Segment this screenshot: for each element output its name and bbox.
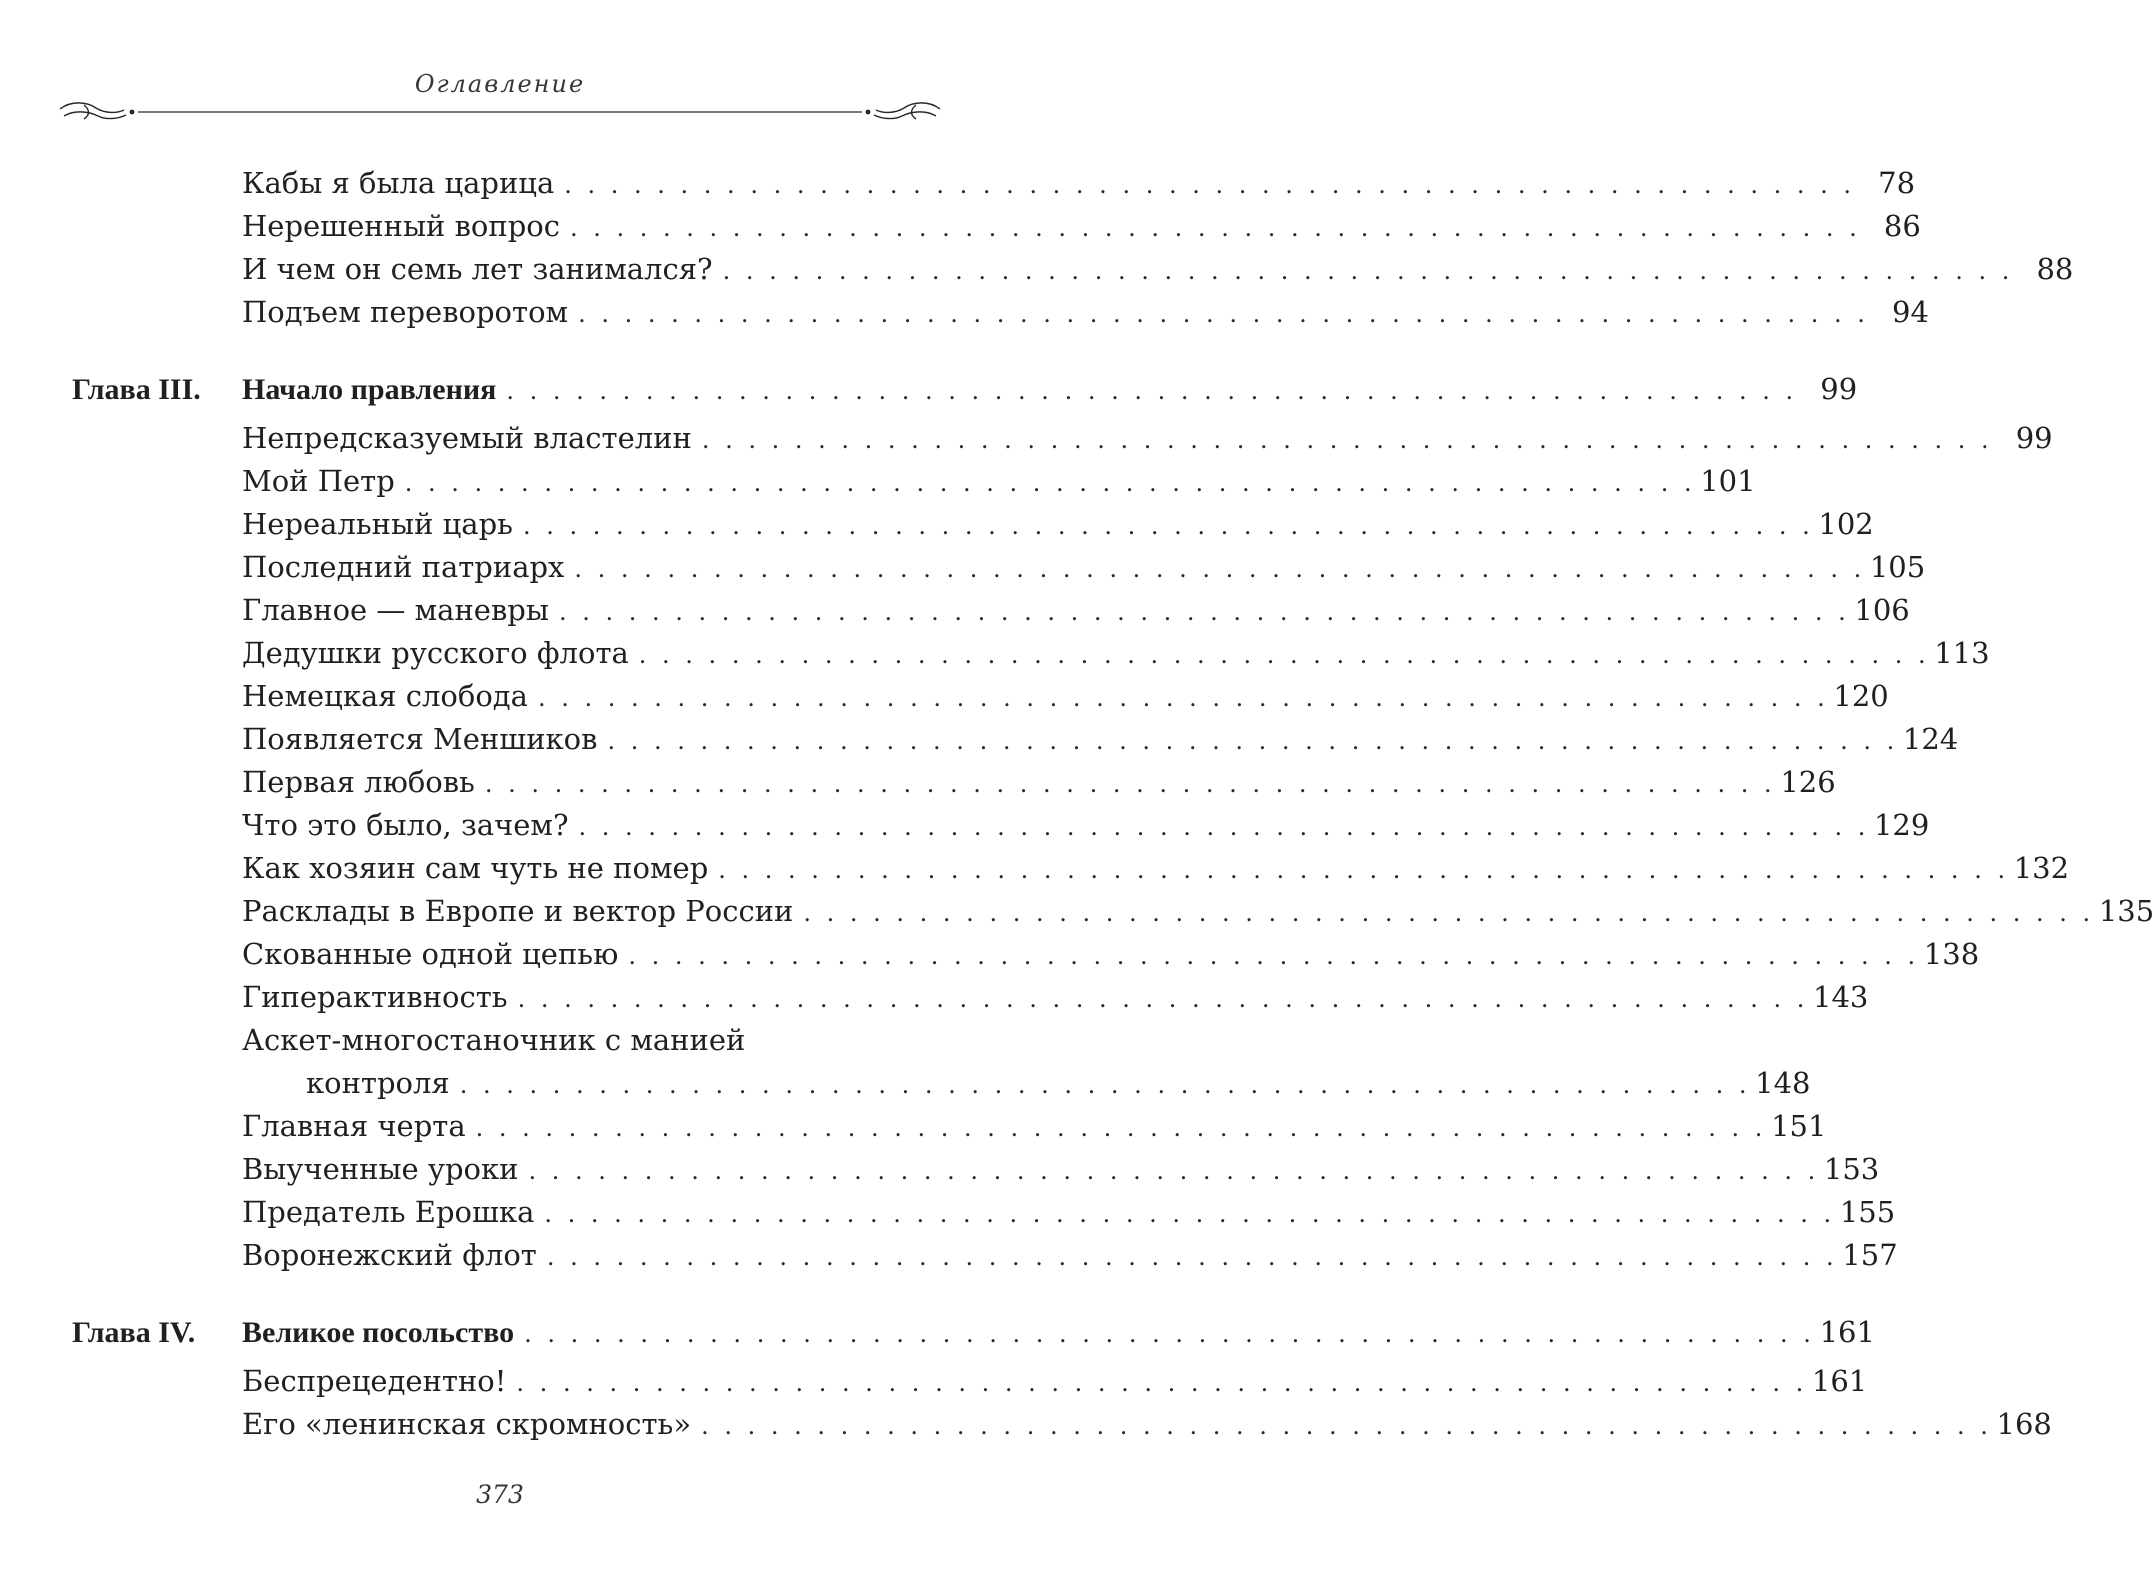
entry-title: Дедушки русского флота [242,636,629,670]
dot-leader: . . . . . . . . . . . . . . . . . . . . . . . . . . . . . . . . . . . . . . . . . . . . . . . . . . . . . . . . [459,1071,1751,1099]
entry-page-number: 86 [1883,209,1921,243]
entry-title: Немецкая слобода [242,679,528,713]
chapter-heading [0,1311,1875,1354]
entry-title: Воронежский флот [242,1238,537,1272]
entry-page-number: 148 [1755,1066,1811,1100]
entry-page-number: 157 [1842,1238,1898,1272]
toc-entry [0,976,1869,1019]
entry-page-number: 113 [1934,636,1990,670]
entry-title: Главное — маневры [242,593,549,627]
toc-entry [0,632,1990,675]
chapter-label: Глава III. [72,373,201,406]
toc-entry [0,1234,1898,1277]
dot-leader: . . . . . . . . . . . . . . . . . . . . . . . . . . . . . . . . . . . . . . . . . . . . . . . . . . . . . . . . [569,214,1861,242]
chapter-title: Великое посольство [242,1316,515,1349]
entry-title: И чем он семь лет занимался? [242,252,713,286]
entry-page-number: 101 [1700,464,1756,498]
dot-leader: . . . . . . . . . . . . . . . . . . . . . . . . . . . . . . . . . . . . . . . . . . . . . . . . . . . . . . . . [578,300,1869,328]
toc-entry [0,546,1926,589]
toc-entry [0,761,1836,804]
dot-leader: . . . . . . . . . . . . . . . . . . . . . . . . . . . . . . . . . . . . . . . . . . . . . . . . . . . . . . . . [558,598,1850,626]
toc-entry [0,1105,1827,1148]
entry-title: Его «ленинская скромность» [242,1407,692,1441]
toc-entry [0,847,2070,890]
toc-entry-first-line [0,1019,1000,1062]
dot-leader: . . . . . . . . . . . . . . . . . . . . . . . . . . . . . . . . . . . . . . . . . . . . . . . . . . . . . . . . [564,171,1856,199]
running-head: Оглавление [414,70,586,98]
ornament-rule [58,97,942,127]
dot-leader: . . . . . . . . . . . . . . . . . . . . . . . . . . . . . . . . . . . . . . . . . . . . . . . . . . . . . . . . [803,899,2095,927]
table-of-contents [0,162,2154,1446]
toc-entry [0,718,1959,761]
entry-title: Непредсказуемый властелин [242,421,692,455]
dot-leader: . . . . . . . . . . . . . . . . . . . . . . . . . . . . . . . . . . . . . . . . . . . . . . . . . . . . . . . . [574,555,1866,583]
dot-leader: . . . . . . . . . . . . . . . . . . . . . . . . . . . . . . . . . . . . . . . . . . . . . . . . . . . . . . . . [475,1114,1767,1142]
entry-page-number: 153 [1823,1152,1880,1186]
toc-entry [0,1148,1880,1191]
entry-title: Выученные уроки [242,1152,519,1186]
entry-title: Расклады в Европе и вектор России [242,894,794,928]
toc-entry [0,162,1916,205]
entry-page-number: 124 [1902,722,1959,756]
dot-leader: . . . . . . . . . . . . . . . . . . . . . . . . . . . . . . . . . . . . . . . . . . . . . . . . . . . . . . . . [517,985,1809,1013]
ornament-right-dot [866,110,871,115]
chapter-heading [0,368,1858,411]
chapter-page-number: 161 [1819,1315,1875,1349]
entry-title: Как хозяин сам чуть не помер [242,851,709,885]
chapter-spacer [0,1277,1000,1311]
toc-entry [0,291,1929,334]
entry-page-number: 161 [1811,1364,1868,1398]
entry-title: Что это было, зачем? [242,808,569,842]
toc-entry [0,1360,1868,1403]
toc-entry [0,890,2154,933]
entry-page-number: 105 [1869,550,1926,584]
entry-title: Гиперактивность [242,980,508,1014]
ornament-right-flourish [874,103,940,119]
toc-entry [0,205,1921,248]
entry-page-number: 151 [1771,1109,1827,1143]
toc-entry [0,460,1756,503]
entry-page-number: 135 [2098,894,2154,928]
toc-entry [0,1191,1896,1234]
entry-title: Главная черта [242,1109,466,1143]
entry-page-number: 138 [1923,937,1980,971]
entry-page-number: 126 [1780,765,1836,799]
entry-title: Предатель Ерошка [242,1195,535,1229]
entry-title-continuation: контроля [306,1066,450,1100]
dot-leader: . . . . . . . . . . . . . . . . . . . . . . . . . . . . . . . . . . . . . . . . . . . . . . . . . . . . . . . . [701,426,1993,454]
dot-leader: . . . . . . . . . . . . . . . . . . . . . . . . . . . . . . . . . . . . . . . . . . . . . . . . . . . . . . . . [404,469,1696,497]
entry-title: Скованные одной цепью [242,937,619,971]
dot-leader: . . . . . . . . . . . . . . . . . . . . . . . . . . . . . . . . . . . . . . . . . . . . . . . . . . . . . . . . [524,1320,1815,1348]
entry-page-number: 78 [1878,166,1916,200]
entry-title: Нерешенный вопрос [242,209,560,243]
dot-leader: . . . . . . . . . . . . . . . . . . . . . . . . . . . . . . . . . . . . . . . . . . . . . . . . . . . . . . . . [537,684,1829,712]
entry-page-number: 143 [1813,980,1869,1014]
dot-leader: . . . . . . . . . . . . . . . . . . . . . . . . . . . . . . . . . . . . . . . . . . . . . . . . . . . . . . . . [506,377,1798,405]
dot-leader: . . . . . . . . . . . . . . . . . . . . . . . . . . . . . . . . . . . . . . . . . . . . . . . . . . . . . . . . [522,512,1814,540]
dot-leader: . . . . . . . . . . . . . . . . . . . . . . . . . . . . . . . . . . . . . . . . . . . . . . . . . . . . . . . . [484,770,1776,798]
chapter-spacer [0,334,1000,368]
entry-page-number: 129 [1873,808,1930,842]
toc-entry [0,417,2053,460]
entry-title: Аскет-многостаночник с манией [242,1023,746,1057]
dot-leader: . . . . . . . . . . . . . . . . . . . . . . . . . . . . . . . . . . . . . . . . . . . . . . . . . . . . . . . . [578,813,1870,841]
ornament-left-dot [130,110,135,115]
toc-entry [0,933,1980,976]
dot-leader: . . . . . . . . . . . . . . . . . . . . . . . . . . . . . . . . . . . . . . . . . . . . . . . . . . . . . . . . [718,856,2010,884]
dot-leader: . . . . . . . . . . . . . . . . . . . . . . . . . . . . . . . . . . . . . . . . . . . . . . . . . . . . . . . . [516,1369,1808,1397]
entry-page-number: 94 [1892,295,1929,329]
dot-leader: . . . . . . . . . . . . . . . . . . . . . . . . . . . . . . . . . . . . . . . . . . . . . . . . . . . . . . . . [546,1243,1838,1271]
page-number: 373 [476,1480,524,1509]
entry-page-number: 102 [1818,507,1874,541]
entry-page-number: 99 [2015,421,2053,455]
ornament-left-flourish [60,103,126,119]
entry-title: Появляется Меншиков [242,722,598,756]
entry-title: Подъем переворотом [242,295,569,329]
chapter-label: Глава IV. [72,1316,196,1349]
dot-leader: . . . . . . . . . . . . . . . . . . . . . . . . . . . . . . . . . . . . . . . . . . . . . . . . . . . . . . . . [722,257,2014,285]
dot-leader: . . . . . . . . . . . . . . . . . . . . . . . . . . . . . . . . . . . . . . . . . . . . . . . . . . . . . . . . [528,1157,1820,1185]
entry-page-number: 168 [1996,1407,2052,1441]
entry-title: Нереальный царь [242,507,513,541]
chapter-page-number: 99 [1820,372,1858,406]
entry-title: Кабы я была царица [242,166,555,200]
entry-page-number: 106 [1854,593,1910,627]
entry-page-number: 155 [1839,1195,1896,1229]
toc-entry [0,589,1910,632]
toc-entry [0,1403,2052,1446]
entry-title: Последний патриарх [242,550,565,584]
entry-title: Беспрецедентно! [242,1364,507,1398]
entry-page-number: 88 [2036,252,2074,286]
dot-leader: . . . . . . . . . . . . . . . . . . . . . . . . . . . . . . . . . . . . . . . . . . . . . . . . . . . . . . . . [638,641,1930,669]
dot-leader: . . . . . . . . . . . . . . . . . . . . . . . . . . . . . . . . . . . . . . . . . . . . . . . . . . . . . . . . [628,942,1920,970]
entry-title: Первая любовь [242,765,475,799]
toc-entry [0,675,1889,718]
dot-leader: . . . . . . . . . . . . . . . . . . . . . . . . . . . . . . . . . . . . . . . . . . . . . . . . . . . . . . . . [544,1200,1836,1228]
entry-page-number: 132 [2013,851,2070,885]
toc-entry-continuation [0,1062,1811,1105]
toc-entry [0,503,1874,546]
dot-leader: . . . . . . . . . . . . . . . . . . . . . . . . . . . . . . . . . . . . . . . . . . . . . . . . . . . . . . . . [607,727,1899,755]
chapter-title: Начало правления [242,373,497,406]
dot-leader: . . . . . . . . . . . . . . . . . . . . . . . . . . . . . . . . . . . . . . . . . . . . . . . . . . . . . . . . [701,1412,1992,1440]
toc-entry [0,804,1930,847]
entry-title: Мой Петр [242,464,395,498]
toc-entry [0,248,2074,291]
entry-page-number: 120 [1833,679,1889,713]
